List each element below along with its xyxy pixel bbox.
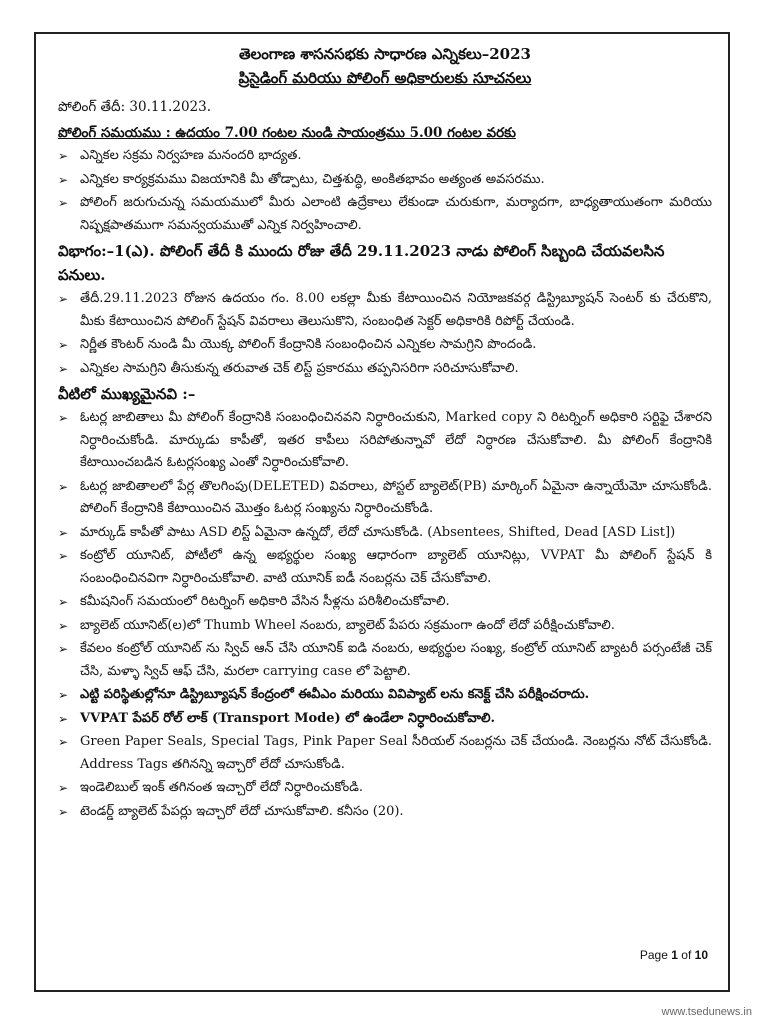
- list-item: ➢ నిర్ణీత కౌంటర్ నుండి మీ యొక్క పోలింగ్ కేంద్రానికి సంబంధించిన ఎన్నికల సామగ్రిని పొందండి.: [58, 334, 712, 357]
- list-item: ➢ ఇండెలిబుల్ ఇంక్ తగినంత ఇచ్చారో లేదో నిర్ధారించుకోండి.: [58, 777, 712, 800]
- document-title: తెలంగాణ శాసనసభకు సాధారణ ఎన్నికలు–2023: [239, 45, 531, 63]
- arrow-bullet-icon: ➢: [58, 172, 69, 187]
- list-item: ➢ ఎన్నికల సక్రమ నిర్వహణ మనందరి భాద్యత.: [58, 145, 712, 168]
- arrow-bullet-icon: ➢: [58, 781, 69, 795]
- section-1a-bullet-list: [58, 288, 712, 380]
- document-frame: [34, 32, 730, 992]
- arrow-bullet-icon: ➢: [58, 735, 69, 749]
- arrow-bullet-icon: ➢: [58, 361, 69, 376]
- list-item: ➢ టెండర్డ్ బ్యాలెట్ పేపర్లు ఇచ్చారో లేదో చూసుకోవాలి. కనీసం (20).: [58, 801, 712, 824]
- polling-time: పోలింగ్ సమయము : ఉదయం 7.00 గంటల నుండి సాయంత్రము 5.00 గంటల వరకు: [58, 125, 516, 141]
- section-1a-heading: విభాగం:–1(ఎ). పోలింగ్ తేదీ కి ముందు రోజు తేదీ 29.11.2023 నాడు పోలింగ్ సిబ్బంది చేయవలసిన పనులు.: [58, 242, 665, 284]
- arrow-bullet-icon: ➢: [58, 804, 69, 819]
- list-item: ➢ పోలింగ్ జరుగుచున్న సమయములో మీరు ఎలాంటి ఉద్రేకాలు లేకుండా చురుకుగా, మర్యాదగా, బాధ్యతాయుతంగా మరియు నిష్పక్షపాతముగా సమన్వయముతో ఎన్నిక నిర్వహించాలి.: [58, 192, 712, 237]
- arrow-bullet-icon: ➢: [58, 688, 69, 702]
- document-content: [58, 42, 712, 824]
- list-item: ➢ కంట్రోల్ యూనిట్, పోటీలో ఉన్న అభ్యర్థుల సంఖ్య ఆధారంగా బ్యాలెట్ యూనిట్లు, VVPAT మీ పోలింగ్ స్టేషన్ కి సంబంధించినవిగా నిర్ధారించుకోవాలి. వాటి యూనిక్ ఐడీ నంబర్లను చెక్ చేసుకోవాలి.: [58, 545, 712, 590]
- arrow-bullet-icon: ➢: [58, 338, 69, 352]
- list-item: ➢ ఎట్టి పరిస్థితుల్లోనూ డిస్ట్రిబ్యూషన్ కేంద్రంలో ఈవీఎం మరియు వివిప్యాట్ లను కనెక్ట్ చేసి పరీక్షించరాదు.: [58, 684, 712, 707]
- arrow-bullet-icon: ➢: [58, 618, 69, 633]
- list-item: ➢ Green Paper Seals, Special Tags, Pink Paper Seal సీరియల్ నంబర్లను చెక్ చేయండి. నెంబర్లను నోట్ చేసుకోండి. Address Tags తగినన్ని ఇచ్చారో లేదో చూసుకోండి.: [58, 731, 712, 776]
- page-number: Page 1 of 10: [639, 948, 708, 962]
- list-item: ➢ బ్యాలెట్ యూనిట్(ల)లో Thumb Wheel నంబరు, బ్యాలెట్ పేపరు సక్రమంగా ఉందో లేదో పరీక్షించుకోవాలి.: [58, 615, 712, 638]
- arrow-bullet-icon: ➢: [58, 642, 69, 656]
- polling-date: పోలింగ్ తేదీ: 30.11.2023.: [58, 99, 211, 115]
- intro-bullet-list: [58, 145, 712, 237]
- important-bullet-list: [58, 407, 712, 823]
- important-heading: వీటిలో ముఖ్యమైనవి :–: [58, 385, 196, 403]
- list-item: ➢ కమీషనింగ్ సమయంలో రిటర్నింగ్ అధికారి వేసిన సీళ్లను పరిశీలించుకోవాలి.: [58, 591, 712, 614]
- arrow-bullet-icon: ➢: [58, 549, 69, 563]
- arrow-bullet-icon: ➢: [58, 595, 69, 609]
- arrow-bullet-icon: ➢: [58, 149, 69, 163]
- list-item: ➢ ఎన్నికల సామగ్రిని తీసుకున్న తరువాత చెక్ లిస్ట్ ప్రకారము తప్పనిసరిగా సరిచూసుకోవాలి.: [58, 358, 712, 381]
- arrow-bullet-icon: ➢: [58, 525, 69, 540]
- arrow-bullet-icon: ➢: [58, 479, 69, 494]
- list-item: ➢ కేవలం కంట్రోల్ యూనిట్ ను స్విచ్ ఆన్ చేసి యూనిక్ ఐడి నంబరు, అభ్యర్థుల సంఖ్య, కంట్రోల్ యూనిట్ బ్యాటరీ పర్సంటేజీ చెక్ చేసి, మళ్ళా స్విచ్ ఆఫ్ చేసి, మరలా carrying case లో పెట్టాలి.: [58, 638, 712, 683]
- list-item: ➢ తేదీ.29.11.2023 రోజున ఉదయం గం. 8.00 లకల్లా మీకు కేటాయించిన నియోజకవర్గ డిస్ట్రిబ్యూషన్ సెంటర్ కు చేరుకొని, మీకు కేటాయించిన పోలింగ్ స్టేషన్ వివరాలు తెలుసుకొని, సంబంధిత సెక్టర్ అధికారికి రిపోర్ట్ చేయండి.: [58, 288, 712, 333]
- list-item: ➢ ఓటర్ల జాబితాలు మీ పోలింగ్ కేంద్రానికి సంబంధించినవని నిర్ధారించుకుని, Marked copy ని రిటర్నింగ్ అధికారి సర్టిఫై చేశారని నిర్ధారించుకోండి. మార్కుడు కాపీతో, ఇతర కాపీలు సరిపోతున్నావో లేదో నిర్ధారణ చేసుకోవాలి. మీ పోలింగ్ కేంద్రానికి కేటాయించబడిన ఓటర్లసంఖ్య ఎంతో నిర్ధారించుకోవాలి.: [58, 407, 712, 475]
- arrow-bullet-icon: ➢: [58, 711, 69, 726]
- arrow-bullet-icon: ➢: [58, 292, 69, 306]
- list-item: ➢ మార్కుడ్ కాపీతో పాటు ASD లిస్ట్ ఏమైనా ఉన్నదో, లేదో చూసుకోండి. (Absentees, Shifted, Dead [ASD List]): [58, 522, 712, 545]
- list-item: ➢ ఎన్నికల కార్యక్రమము విజయానికి మీ తోడ్పాటు, చిత్తశుద్ధి, అంకితభావం అత్యంత అవసరము.: [58, 169, 712, 192]
- arrow-bullet-icon: ➢: [58, 411, 69, 425]
- list-item: ➢ VVPAT పేపర్ రోల్ లాక్ (Transport Mode) లో ఉండేలా నిర్ధారించుకోవాలి.: [58, 708, 712, 731]
- arrow-bullet-icon: ➢: [58, 196, 69, 210]
- document-subtitle: ప్రిసైడింగ్ మరియు పోలింగ్ అధికారులకు సూచనలు: [238, 69, 532, 87]
- site-watermark: www.tsedunews.in: [661, 1006, 752, 1018]
- list-item: ➢ ఓటర్ల జాబితాలలో పేర్ల తొలగింపు(DELETED) వివరాలు, పోస్టల్ బ్యాలెట్(PB) మార్కింగ్ ఏమైనా ఉన్నాయేమో చూసుకోండి. పోలింగ్ కేంద్రానికి కేటాయించిన మొత్తం ఓటర్ల సంఖ్యను నిర్ధారించుకోండి.: [58, 476, 712, 521]
